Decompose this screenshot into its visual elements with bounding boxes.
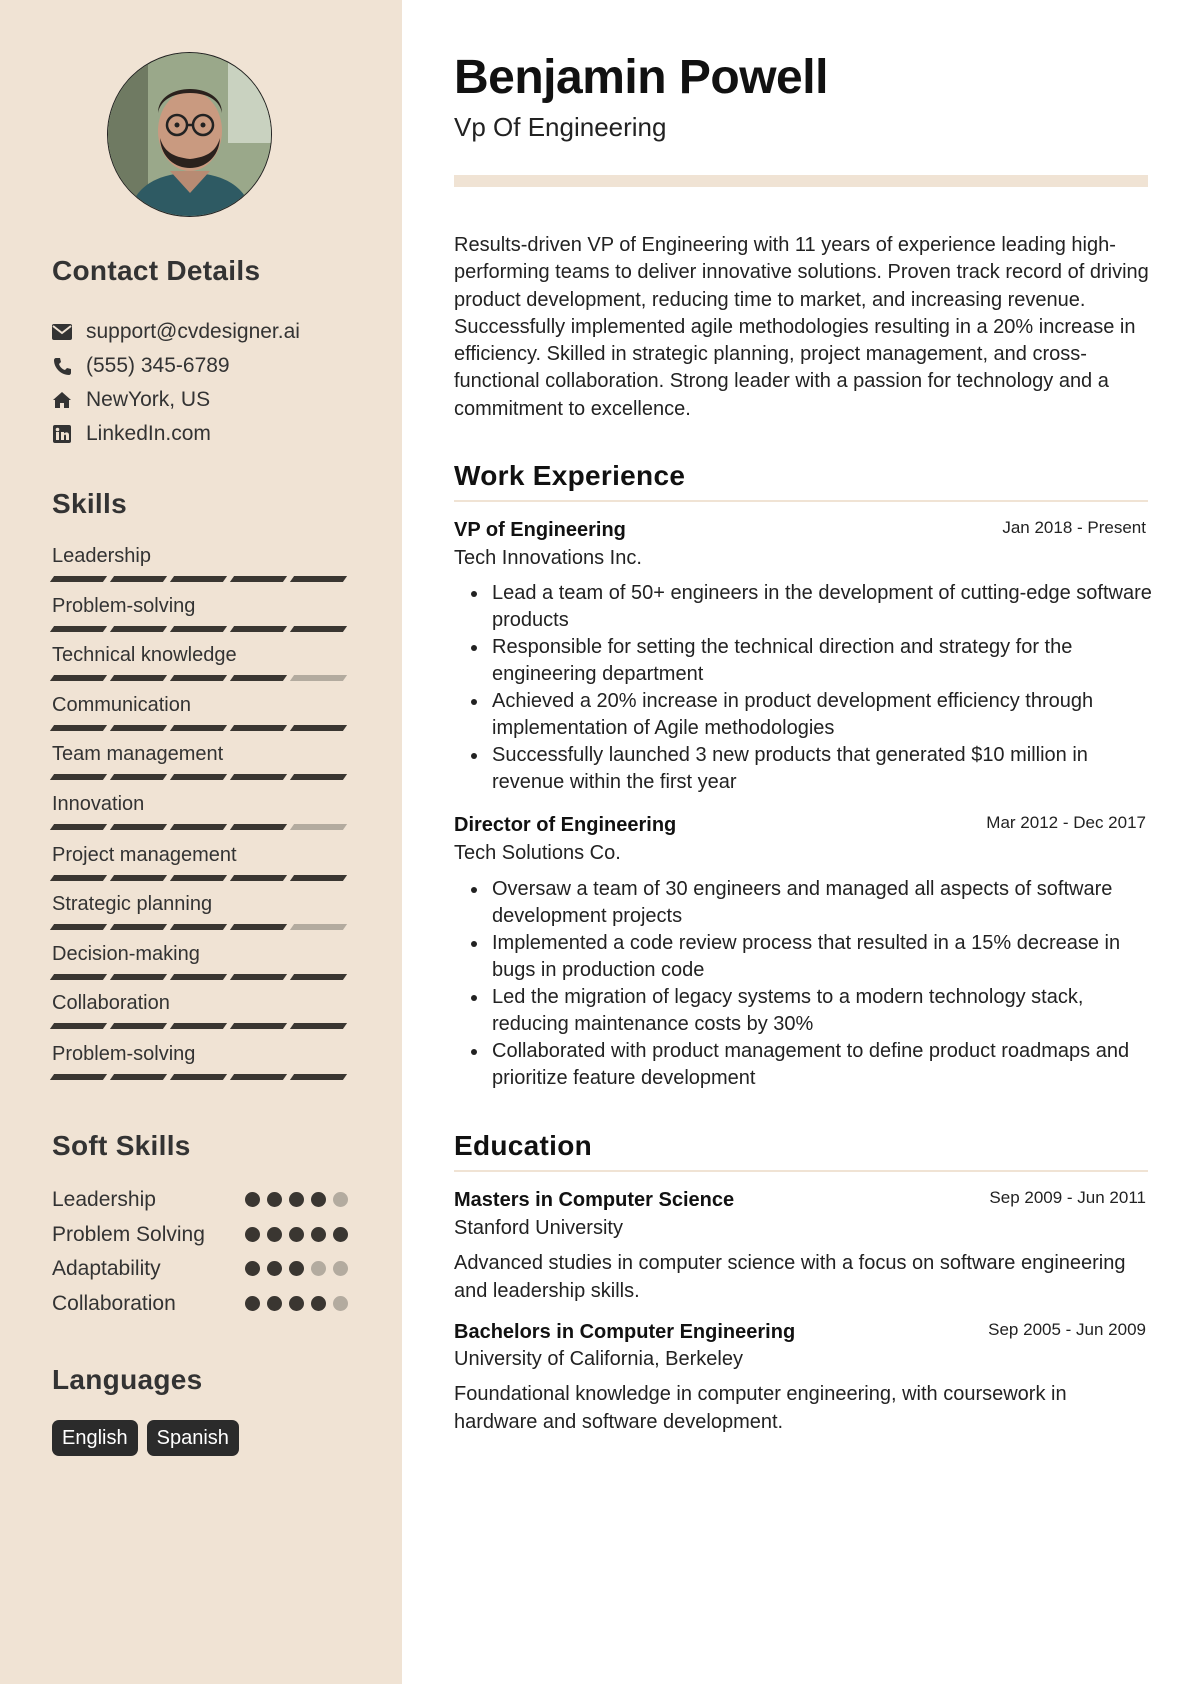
soft-skill-name: Problem Solving: [52, 1223, 205, 1246]
contact-email-text: support@cvdesigner.ai: [86, 320, 300, 343]
rating-bar-filled: [50, 824, 107, 830]
skill-rating: [52, 725, 345, 731]
portrait-image: [108, 53, 272, 217]
rating-bar-filled: [230, 626, 287, 632]
skill-item: [52, 543, 348, 569]
rating-bar-filled: [170, 774, 227, 780]
rating-bar-filled: [50, 1023, 107, 1029]
rating-dot-filled: [267, 1261, 282, 1276]
envelope-icon: [52, 322, 72, 342]
main-content: [402, 0, 1200, 1684]
rating-bar-filled: [170, 675, 227, 681]
skill-rating: [52, 924, 345, 930]
rating-bar-filled: [50, 774, 107, 780]
soft-skill-rating: [245, 1296, 348, 1311]
rating-bar-filled: [230, 576, 287, 582]
rating-dot-filled: [289, 1261, 304, 1276]
soft-skill-rating: [245, 1227, 348, 1242]
skill-rating: [52, 576, 345, 582]
job-dates: Mar 2012 - Dec 2017: [986, 813, 1146, 832]
skill-name: Decision-making: [52, 943, 200, 965]
contact-linkedin-text: LinkedIn.com: [86, 422, 211, 445]
rating-bar-filled: [110, 626, 167, 632]
job-dates: Jan 2018 - Present: [1002, 518, 1146, 537]
soft-skill-name: Adaptability: [52, 1257, 161, 1280]
job-title: Director of Engineering: [454, 814, 677, 836]
job-company: Tech Solutions Co.: [454, 842, 621, 864]
rating-bar-filled: [110, 875, 167, 881]
rating-bar-filled: [110, 725, 167, 731]
degree-title: Bachelors in Computer Engineering: [454, 1321, 796, 1343]
skill-item: [52, 1041, 348, 1067]
skill-item: [52, 990, 348, 1016]
skill-item: [52, 891, 348, 917]
skill-rating: [52, 675, 345, 681]
rating-dot-filled: [311, 1227, 326, 1242]
skill-rating: [52, 875, 345, 881]
contact-phone[interactable]: [52, 351, 230, 381]
skill-item: [52, 941, 348, 967]
rating-bar-filled: [170, 1023, 227, 1029]
rating-bar-filled: [230, 875, 287, 881]
rating-bar-filled: [290, 1074, 347, 1080]
skill-name: Technical knowledge: [52, 644, 237, 666]
rating-dot-filled: [267, 1192, 282, 1207]
rating-dot-filled: [245, 1227, 260, 1242]
rating-bar-filled: [290, 774, 347, 780]
rating-dot-filled: [245, 1261, 260, 1276]
linkedin-icon: [52, 424, 72, 444]
rating-bar-filled: [230, 774, 287, 780]
rating-dot-empty: [311, 1261, 326, 1276]
rating-dot-filled: [245, 1296, 260, 1311]
skill-item: [52, 642, 348, 668]
language-pill-english: English: [52, 1420, 138, 1456]
rating-dot-filled: [311, 1296, 326, 1311]
rating-bar-filled: [290, 725, 347, 731]
contact-location-text: NewYork, US: [86, 388, 211, 411]
language-pill-spanish: Spanish: [147, 1420, 239, 1456]
soft-skill-item: [52, 1221, 348, 1249]
candidate-title: Vp Of Engineering: [454, 112, 667, 142]
school-name: University of California, Berkeley: [454, 1348, 743, 1370]
job-bullet: Led the migration of legacy systems to a modern technology stack, reducing maintenance costs by 30%: [492, 984, 1152, 1038]
skill-name: Leadership: [52, 545, 151, 567]
soft-skill-item: [52, 1255, 348, 1283]
rating-bar-filled: [230, 1074, 287, 1080]
skill-item: [52, 842, 348, 868]
rating-bar-filled: [290, 974, 347, 980]
job-bullets: [492, 876, 1152, 1092]
rating-bar-filled: [110, 675, 167, 681]
skill-name: Communication: [52, 694, 191, 716]
rating-bar-filled: [50, 875, 107, 881]
rating-bar-filled: [290, 1023, 347, 1029]
skill-item: [52, 692, 348, 718]
rating-dot-filled: [311, 1192, 326, 1207]
rating-dot-filled: [267, 1227, 282, 1242]
rating-bar-filled: [290, 626, 347, 632]
profile-summary: Results-driven VP of Engineering with 11 years of experience leading high-performing teams to deliver innovative solutions. Proven track record of driving product development, reducing time to market, and increasing revenue. Successfully implemented agile methodologies resulting in a 20% increase in efficiency. Skilled in strategic planning, project management, and cross-functional collaboration. Strong leader with a passion for technology and a commitment to excellence.: [454, 234, 1149, 420]
job-bullet: Oversaw a team of 30 engineers and managed all aspects of software development projects: [492, 876, 1152, 930]
rating-bar-filled: [290, 576, 347, 582]
degree-title: Masters in Computer Science: [454, 1189, 735, 1211]
skills-heading: Skills: [52, 488, 127, 519]
rating-bar-filled: [170, 725, 227, 731]
rating-bar-filled: [170, 576, 227, 582]
rating-bar-filled: [110, 1023, 167, 1029]
skill-rating: [52, 1023, 345, 1029]
rating-bar-filled: [230, 924, 287, 930]
skill-item: [52, 593, 348, 619]
contact-location: [52, 385, 210, 415]
education-heading: Education: [454, 1130, 593, 1161]
job-company: Tech Innovations Inc.: [454, 547, 642, 569]
rating-bar-filled: [50, 675, 107, 681]
rating-bar-empty: [290, 675, 347, 681]
job-bullet: Achieved a 20% increase in product development efficiency through implementation of Agile methodologies: [492, 688, 1152, 742]
job-bullet: Responsible for setting the technical direction and strategy for the engineering department: [492, 634, 1152, 688]
skill-rating: [52, 774, 345, 780]
job-bullet: Successfully launched 3 new products that generated $10 million in revenue within the first year: [492, 742, 1152, 796]
rating-bar-filled: [50, 576, 107, 582]
rating-bar-filled: [50, 626, 107, 632]
rating-bar-filled: [230, 725, 287, 731]
sidebar: [0, 0, 402, 1684]
soft-skill-item: [52, 1290, 348, 1318]
profile-photo: [107, 52, 272, 217]
skill-name: Problem-solving: [52, 595, 196, 617]
job-bullet: Implemented a code review process that resulted in a 15% decrease in bugs in production code: [492, 930, 1152, 984]
rating-bar-filled: [110, 774, 167, 780]
skill-rating: [52, 626, 345, 632]
work-experience-heading: Work Experience: [454, 460, 686, 491]
soft-skill-name: Leadership: [52, 1188, 156, 1211]
skill-name: Problem-solving: [52, 1043, 196, 1065]
rating-bar-filled: [230, 675, 287, 681]
skill-item: [52, 741, 348, 767]
section-divider: [454, 500, 1148, 502]
rating-bar-filled: [50, 924, 107, 930]
degree-dates: Sep 2009 - Jun 2011: [989, 1188, 1146, 1207]
rating-dot-filled: [333, 1227, 348, 1242]
soft-skill-name: Collaboration: [52, 1292, 176, 1315]
job-bullet: Collaborated with product management to define product roadmaps and prioritize feature development: [492, 1038, 1152, 1092]
rating-bar-filled: [50, 974, 107, 980]
degree-description: Advanced studies in computer science with a focus on software engineering and leadership skills.: [454, 1252, 1126, 1302]
contact-linkedin[interactable]: [52, 419, 211, 449]
degree-description: Foundational knowledge in computer engineering, with coursework in hardware and software development.: [454, 1383, 1067, 1433]
rating-bar-empty: [290, 924, 347, 930]
rating-dot-empty: [333, 1192, 348, 1207]
contact-heading: Contact Details: [52, 255, 261, 286]
skill-name: Team management: [52, 743, 224, 765]
rating-bar-filled: [170, 1074, 227, 1080]
rating-dot-filled: [289, 1296, 304, 1311]
skill-name: Project management: [52, 844, 237, 866]
skill-rating: [52, 824, 345, 830]
rating-bar-filled: [170, 875, 227, 881]
degree-dates: Sep 2005 - Jun 2009: [988, 1320, 1146, 1339]
rating-bar-filled: [110, 974, 167, 980]
candidate-name: Benjamin Powell: [454, 51, 828, 104]
skill-name: Collaboration: [52, 992, 170, 1014]
rating-dot-empty: [333, 1296, 348, 1311]
rating-bar-filled: [110, 1074, 167, 1080]
job-title: VP of Engineering: [454, 519, 626, 541]
rating-bar-filled: [230, 824, 287, 830]
rating-bar-filled: [230, 974, 287, 980]
job-bullet: Lead a team of 50+ engineers in the development of cutting-edge software products: [492, 580, 1152, 634]
rating-bar-filled: [170, 824, 227, 830]
rating-dot-empty: [333, 1261, 348, 1276]
rating-bar-filled: [110, 924, 167, 930]
skill-name: Strategic planning: [52, 893, 213, 915]
rating-bar-empty: [290, 824, 347, 830]
section-divider: [454, 1170, 1148, 1172]
skill-name: Innovation: [52, 793, 145, 815]
languages-heading: Languages: [52, 1364, 203, 1395]
home-icon: [52, 390, 72, 410]
phone-icon: [52, 356, 72, 376]
contact-email[interactable]: [52, 317, 300, 347]
rating-bar-filled: [170, 974, 227, 980]
soft-skill-rating: [245, 1261, 348, 1276]
job-bullets: [492, 580, 1152, 796]
rating-bar-filled: [50, 725, 107, 731]
soft-skill-item: [52, 1186, 348, 1214]
header-accent-bar: [454, 175, 1148, 187]
languages-list: [52, 1420, 239, 1456]
skill-rating: [52, 974, 345, 980]
rating-dot-filled: [267, 1296, 282, 1311]
rating-bar-filled: [110, 576, 167, 582]
skill-item: [52, 791, 348, 817]
rating-dot-filled: [289, 1227, 304, 1242]
school-name: Stanford University: [454, 1217, 623, 1239]
rating-bar-filled: [290, 875, 347, 881]
soft-skills-heading: Soft Skills: [52, 1130, 191, 1161]
rating-bar-filled: [170, 626, 227, 632]
rating-bar-filled: [230, 1023, 287, 1029]
rating-bar-filled: [110, 824, 167, 830]
contact-phone-text: (555) 345-6789: [86, 354, 230, 377]
rating-bar-filled: [50, 1074, 107, 1080]
rating-dot-filled: [289, 1192, 304, 1207]
rating-dot-filled: [245, 1192, 260, 1207]
soft-skill-rating: [245, 1192, 348, 1207]
rating-bar-filled: [170, 924, 227, 930]
skill-rating: [52, 1074, 345, 1080]
